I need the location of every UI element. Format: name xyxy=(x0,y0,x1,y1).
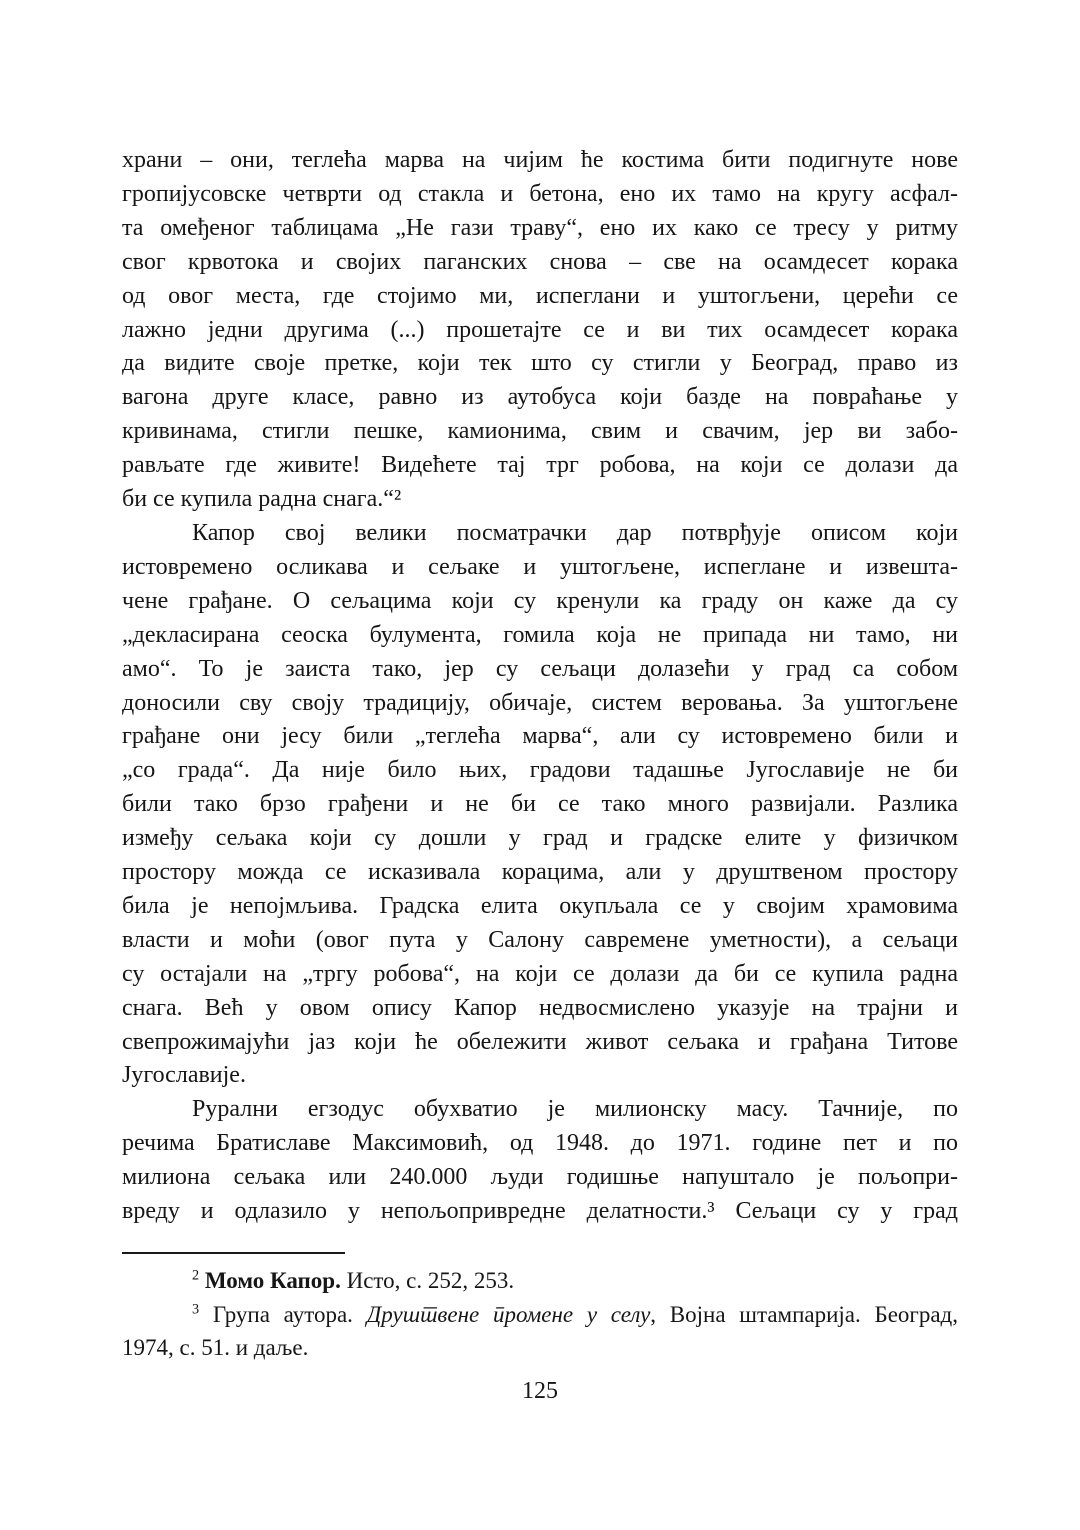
body-text xyxy=(122,144,958,1229)
text-line: кривинама, стигли пешке, камионима, свим и свачим, јер ви забо- xyxy=(122,418,958,445)
footnote-text: Момо Капор. xyxy=(204,1268,341,1293)
text-line: између сељака који су дошли у град и градске елите у физичком xyxy=(122,825,958,852)
text-line: снага. Већ у овом опису Капор недвосмислено указује на трајни и xyxy=(122,994,958,1021)
footnotes xyxy=(122,1264,958,1365)
text-line: Капор свој велики посматрачки дар потврђује описом који xyxy=(192,519,958,546)
text-line: та омеђеног таблицама „Не гази траву“, ено их како се тресу у ритму xyxy=(122,214,958,241)
text-line: свепрожимајући јаз који ће обележити живот сељака и грађана Титове xyxy=(122,1028,958,1055)
text-line: вреду и одлазило у непољопривредне делатности.³ Сељаци су у град xyxy=(122,1198,958,1225)
text-line: рављате где живите! Видећете тај трг робова, на који се долази да xyxy=(122,452,958,479)
text-line: „декласирана сеоска булумента, гомила која не припада ни тамо, ни xyxy=(122,621,958,648)
text-line: свог крвотока и својих паганских снова – све на осамдесет корака xyxy=(122,248,958,275)
text-line: била је непојмљива. Градска елита окупљала се у својим храмовима xyxy=(122,892,958,919)
text-line: би се купила радна снага.“² xyxy=(122,486,402,513)
footnote-marker: 2 xyxy=(192,1267,200,1284)
text-line: вагона друге класе, равно из аутобуса који базде на повраћање у xyxy=(122,384,958,411)
footnote-line xyxy=(122,1264,958,1298)
footnote-text: Група аутора. xyxy=(199,1301,367,1327)
text-line: Рурални егзодус обухватио је милионску масу. Тачније, по xyxy=(192,1096,958,1123)
text-line: гропијусовске четврти од стакла и бетона, ено их тамо на кругу асфал- xyxy=(122,180,958,207)
text-line: Југославије. xyxy=(122,1062,246,1089)
text-line: милиона сељака или 240.000 људи годишње напуштало је пољопри- xyxy=(122,1164,958,1191)
text-line: доносили сву своју традицију, обичаје, систем веровања. За уштогљене xyxy=(122,689,958,716)
footnote-marker: 3 xyxy=(192,1300,200,1317)
footnote-text: , Војна штампарија. Београд, xyxy=(650,1301,959,1327)
footnote-text: 1974, с. 51. и даље. xyxy=(122,1335,309,1360)
page-number: 125 xyxy=(522,1378,558,1404)
text-line: „со града“. Да није било њих, градови тадашње Југославије не би xyxy=(122,757,958,784)
footnote-line xyxy=(122,1298,958,1332)
text-line: чене грађане. О сељацима који су кренули ка граду он каже да су xyxy=(122,587,958,614)
text-line: истовремено осликава и сељаке и уштогљене, испеглане и извешта- xyxy=(122,553,958,580)
text-line: речима Братиславе Максимовић, од 1948. до 1971. године пет и по xyxy=(122,1130,958,1157)
text-line: да видите своје претке, који тек што су стигли у Београд, право из xyxy=(122,350,958,377)
footnote-text: Друштвене промене у селу xyxy=(366,1301,651,1327)
text-line: грађане они јесу били „теглећа марва“, али су истовремено били и xyxy=(122,723,958,750)
text-line: власти и моћи (овог пута у Салону савремене уметности), а сељаци xyxy=(122,926,958,953)
footnote-line xyxy=(122,1331,958,1365)
text-line: били тако брзо грађени и не би се тако много развијали. Разлика xyxy=(122,791,958,818)
text-line: храни – они, теглећа марва на чијим ће костима бити подигнуте нове xyxy=(122,147,958,173)
footnote-separator xyxy=(122,1252,345,1254)
text-line: амо“. То је заиста тако, јер су сељаци долазећи у град са собом xyxy=(122,655,958,682)
text-line: од овог места, где стојимо ми, испеглани и уштогљени, церећи се xyxy=(122,282,958,309)
text-line: су остајали на „тргу робова“, на који се долази да би се купила радна xyxy=(122,960,958,987)
footnote-text: Исто, с. 252, 253. xyxy=(340,1268,515,1293)
text-line: лажно једни другима (...) прошетајте се и ви тих осамдесет корака xyxy=(122,316,958,343)
text-line: простору можда се исказивала корацима, али у друштвеном простору xyxy=(122,859,958,886)
